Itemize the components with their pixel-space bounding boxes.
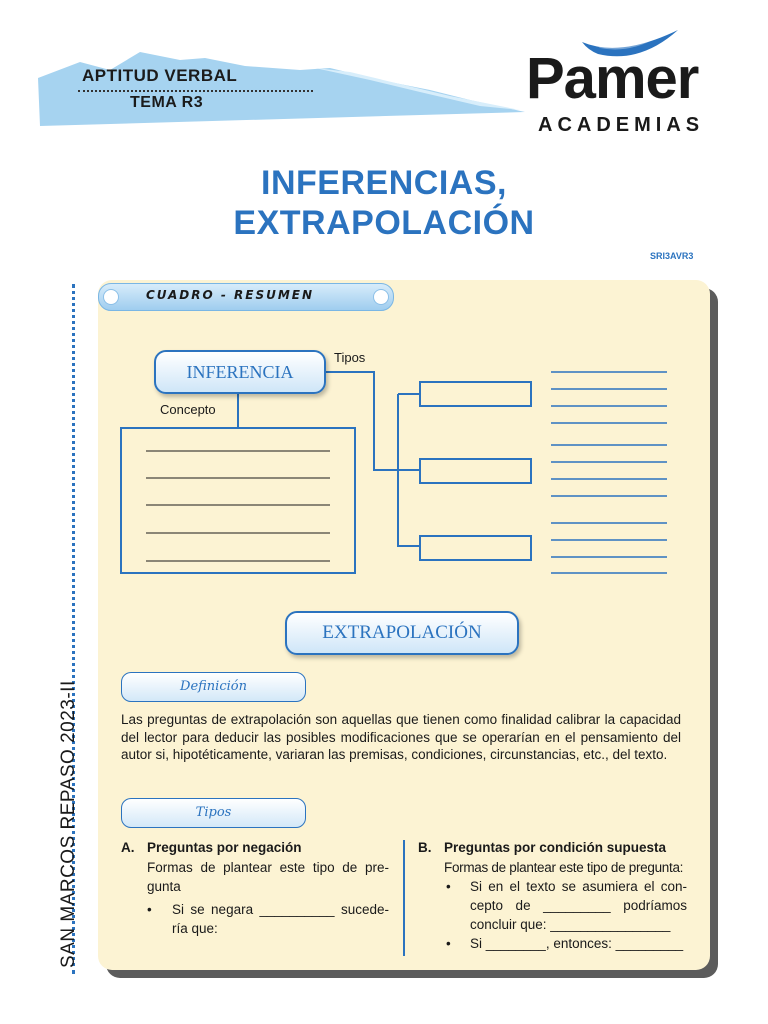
inferencia-box: INFERENCIA [154, 350, 326, 394]
col-b-letter: B. [418, 840, 432, 855]
extrapolacion-box: EXTRAPOLACIÓN [285, 611, 519, 655]
col-a-intro: Formas de plantear este tipo de pregunta [147, 860, 389, 894]
logo-wordmark: Pamer [526, 46, 699, 111]
col-a-letter: A. [121, 840, 135, 855]
col-b-title: Preguntas por condición supuesta [444, 840, 667, 855]
document-code: SRI3AVR3 [650, 251, 694, 261]
side-vertical-label: SAN MARCOS REPASO 2023-II [58, 680, 79, 968]
cuadro-resumen-label: CUADRO - RESUMEN [146, 288, 315, 302]
page-title-line1: INFERENCIAS, [261, 164, 507, 202]
col-a-bullet-1: Si se negara __________ sucedería que: [172, 902, 389, 936]
definicion-paragraph: Las preguntas de extrapolación son aquellas que tienen como finalidad calibrar la capacidad del lector para deducir las posibles modificaciones que se operarían en el pensamiento del autor si, hipotéticamente, variaran las premisas, condiciones, circunstancias, etc., del texto. [121, 712, 681, 762]
col-a-bullet-dot: • [147, 902, 152, 917]
subject-label: APTITUD VERBAL [82, 66, 238, 85]
tipos-pill: Tipos [121, 798, 306, 828]
tipos-diagram-label: Tipos [334, 350, 366, 365]
definicion-pill: Definición [121, 672, 306, 702]
col-b-bullet-dot-1: • [446, 879, 451, 894]
logo-subtitle: ACADEMIAS [538, 114, 705, 136]
topic-label: TEMA R3 [130, 94, 204, 111]
page-title-line2: EXTRAPOLACIÓN [233, 204, 535, 242]
col-a-title: Preguntas por negación [147, 840, 302, 855]
col-b-bullet-dot-2: • [446, 936, 451, 951]
col-b-bullet-2: Si ________, entonces: _________ [470, 936, 684, 951]
col-b-intro: Formas de plantear este tipo de pregunta: [444, 860, 684, 875]
col-b-bullet-1: Si en el texto se asumiera el concepto de _________ podríamos concluir que: ________________ [470, 879, 687, 932]
concepto-diagram-label: Concepto [160, 402, 216, 417]
